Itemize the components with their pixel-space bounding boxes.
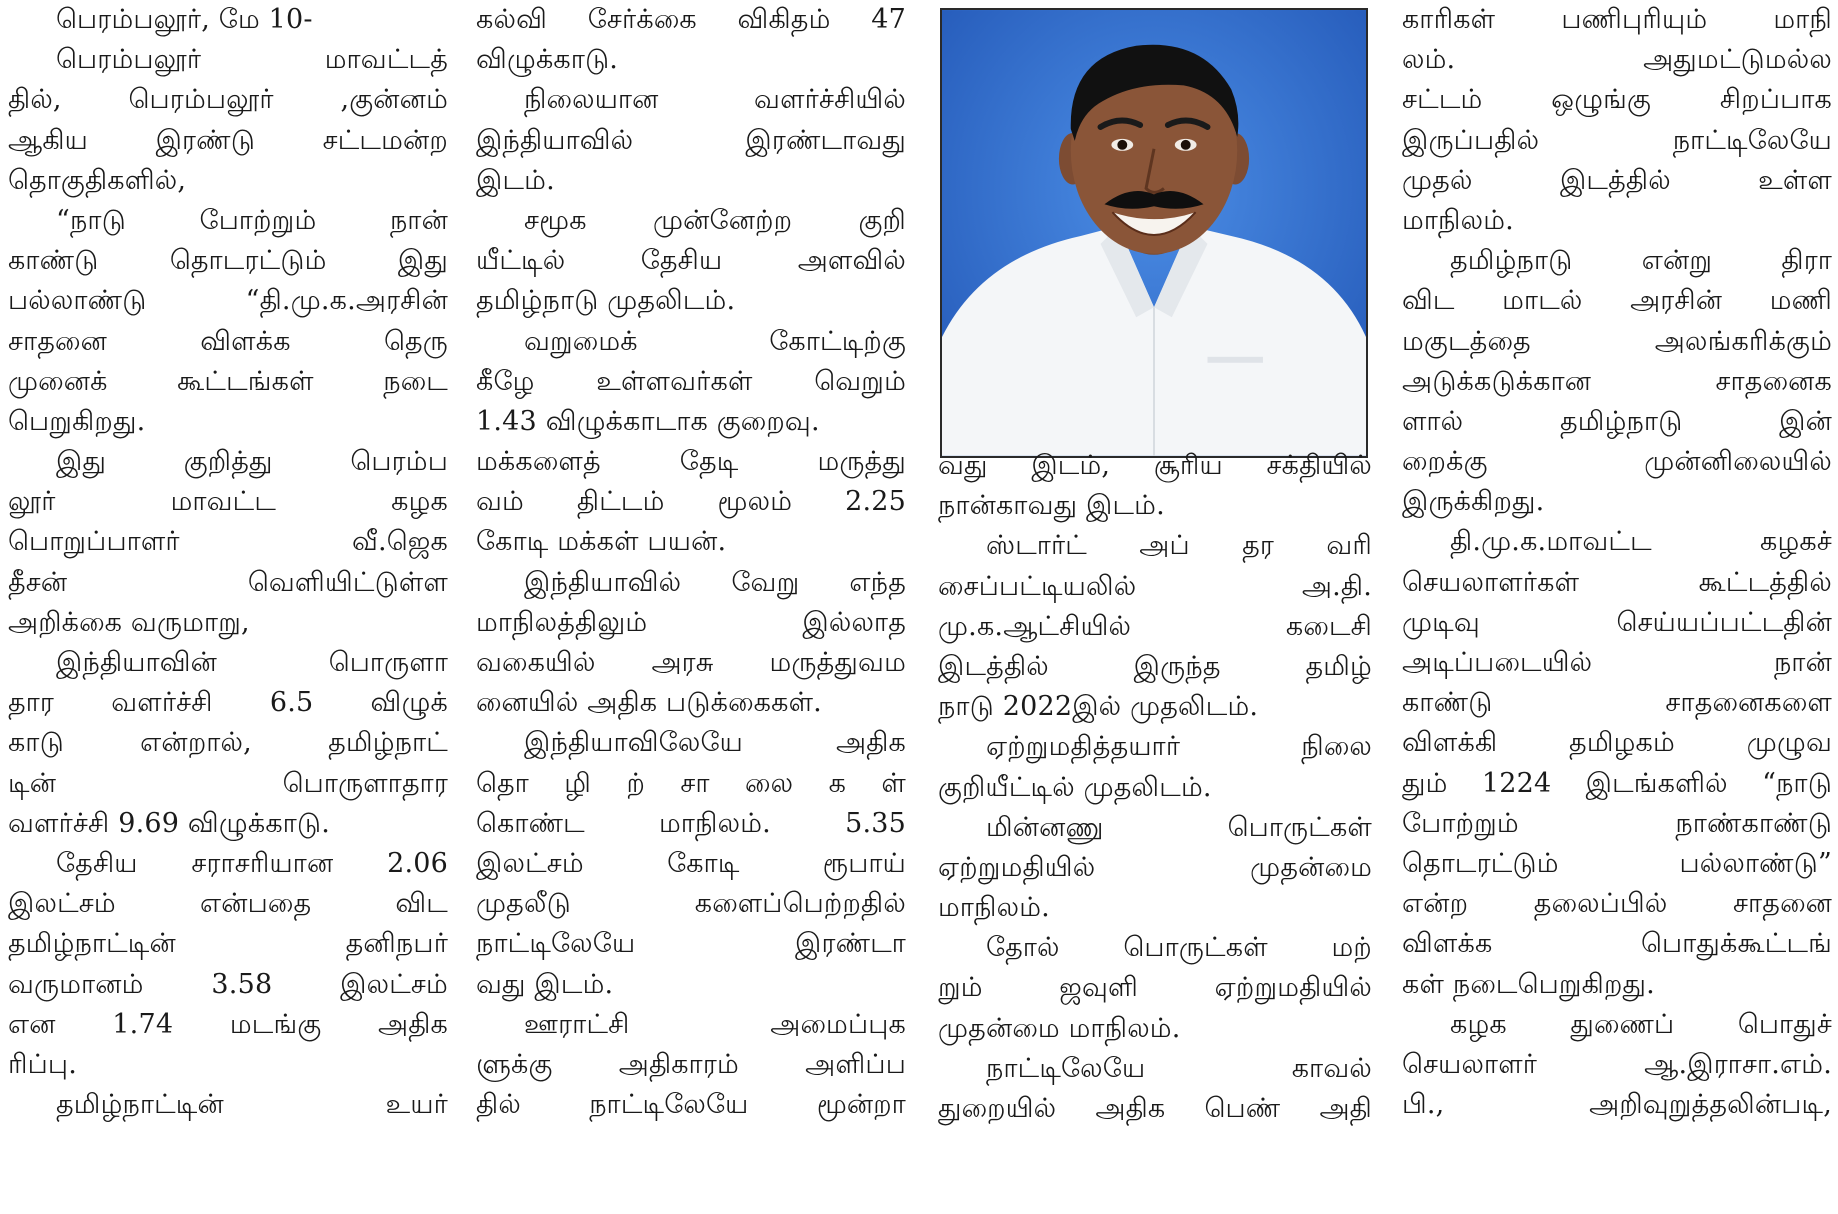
text-line: அடுக்கடுக்கான சாதனைக	[1402, 365, 1832, 397]
text-line: காண்டு சாதனைகளை	[1402, 687, 1832, 719]
text-line: தொகுதிகளில்,	[8, 164, 187, 196]
text-line: ஏற்றுமதித்தயார் நிலை	[986, 731, 1372, 763]
text-line: செயலாளர்கள் கூட்டத்தில்	[1402, 566, 1832, 598]
text-line: காடு என்றால், தமிழ்நாட்	[8, 727, 448, 759]
text-line: லம். அதுமட்டுமல்ல	[1402, 44, 1832, 76]
text-line: பி., அறிவுறுத்தலின்படி,	[1402, 1089, 1832, 1121]
text-line: தமிழ்நாடு என்று திரா	[1450, 245, 1832, 277]
text-line: லூர் மாவட்ட கழக	[8, 486, 448, 518]
text-line: யீட்டில் தேசிய அளவில்	[476, 245, 906, 277]
text-line: வருமானம் 3.58 இலட்சம்	[8, 968, 448, 1000]
text-line: முதல் இடத்தில் உள்ள	[1402, 164, 1832, 196]
text-line: 1.43 விழுக்காடாக குறைவு.	[476, 405, 820, 437]
text-line: தீசன் வெளியிட்டுள்ள	[8, 566, 448, 598]
text-line: பெரம்பலூர் மாவட்டத்	[56, 44, 448, 76]
text-line: மகுடத்தை அலங்கரிக்கும்	[1402, 325, 1832, 357]
text-line: தில் நாட்டிலேயே மூன்றா	[476, 1089, 906, 1121]
text-line: டின் பொருளாதார	[8, 767, 448, 799]
text-line: வம் திட்டம் மூலம் 2.25	[476, 486, 906, 518]
article-column-1	[8, 0, 448, 1125]
text-line: என்ற தலைப்பில் சாதனை	[1402, 888, 1832, 920]
text-line: தார வளர்ச்சி 6.5 விழுக்	[8, 687, 448, 719]
text-line: இந்தியாவில் வேறு எந்த	[524, 566, 906, 598]
text-line: சட்டம் ஒழுங்கு சிறப்பாக	[1402, 84, 1832, 116]
text-line: தோல் பொருட்கள் மற்	[986, 932, 1372, 964]
text-line: இடம்.	[476, 164, 555, 196]
text-line: நிலையான வளர்ச்சியில்	[524, 84, 906, 116]
text-line: இலட்சம் கோடி ரூபாய்	[476, 847, 906, 879]
text-line: இந்தியாவில் இரண்டாவது	[476, 124, 906, 156]
article-column-4	[1402, 0, 1832, 1125]
text-line: விளக்கி தமிழகம் முழுவ	[1402, 727, 1832, 759]
text-line: இடத்தில் இருந்த தமிழ்	[938, 650, 1372, 682]
text-line: ஊராட்சி அமைப்புக	[524, 1008, 906, 1040]
text-line: முதன்மை மாநிலம்.	[938, 1012, 1181, 1044]
text-line: இருக்கிறது.	[1402, 486, 1545, 518]
text-line: ளுக்கு அதிகாரம் அளிப்ப	[476, 1048, 906, 1080]
text-line: தொடரட்டும் பல்லாண்டு”	[1402, 847, 1832, 879]
text-line: ரிப்பு.	[8, 1048, 77, 1080]
text-line: ஸ்டார்ட் அப் தர வரி	[986, 530, 1372, 562]
text-line: துறையில் அதிக பெண் அதி	[938, 1093, 1372, 1124]
text-line: ஆகிய இரண்டு சட்டமன்ற	[8, 124, 448, 156]
text-line: றும் ஜவுளி ஏற்றுமதியில்	[938, 972, 1372, 1004]
text-line: பொறுப்பாளர் வீ.ஜெக	[8, 526, 448, 558]
text-line: வறுமைக் கோட்டிற்கு	[524, 325, 906, 357]
text-line: இலட்சம் என்பதை விட	[8, 888, 448, 920]
text-line: றைக்கு முன்னிலையில்	[1402, 446, 1832, 478]
text-line: மாநிலம்.	[938, 892, 1050, 924]
text-line: தேசிய சராசரியான 2.06	[56, 847, 448, 879]
text-line: நாடு 2022இல் முதலிடம்.	[938, 691, 1259, 723]
text-line: முனைக் கூட்டங்கள் நடை	[8, 365, 448, 397]
text-line: னையில் அதிக படுக்கைகள்.	[476, 687, 822, 719]
text-line: போற்றும் நாண்காண்டு	[1402, 807, 1832, 839]
text-line: பெறுகிறது.	[8, 405, 146, 437]
portrait-photo	[940, 8, 1368, 458]
text-line: தும் 1224 இடங்களில் “நாடு	[1402, 767, 1832, 799]
text-line: நாட்டிலேயே இரண்டா	[476, 928, 906, 960]
text-line: விளக்க பொதுக்கூட்டங்	[1402, 928, 1832, 960]
text-line: விழுக்காடு.	[476, 44, 619, 76]
text-line: கள் நடைபெறுகிறது.	[1402, 968, 1655, 1000]
text-line: முடிவு செய்யப்பட்டதின்	[1402, 606, 1832, 638]
text-line: கோடி மக்கள் பயன்.	[476, 526, 727, 558]
text-line: இந்தியாவின் பொருளா	[56, 647, 448, 678]
article-column-2	[476, 0, 906, 1125]
text-line: வளர்ச்சி 9.69 விழுக்காடு.	[8, 807, 330, 839]
text-line: தொ ழி ற் சா லை க ள்	[476, 767, 906, 799]
text-line: இது குறித்து பெரம்ப	[56, 446, 448, 478]
text-line: மாநிலத்திலும் இல்லாத	[476, 606, 906, 638]
text-line: முதலீடு களைப்பெற்றதில்	[476, 888, 906, 920]
text-line: இந்தியாவிலேயே அதிக	[524, 727, 906, 759]
text-line: வது இடம், சூரிய சக்தியில்	[938, 450, 1372, 481]
text-line: செயலாளர் ஆ.இராசா.எம்.	[1402, 1048, 1832, 1080]
text-line: நாட்டிலேயே காவல்	[986, 1052, 1372, 1084]
text-line: மாநிலம்.	[1402, 204, 1514, 236]
text-line: தமிழ்நாடு முதலிடம்.	[476, 285, 736, 317]
text-line: சைப்பட்டியலில் அ.தி.	[938, 570, 1372, 602]
text-line: ஏற்றுமதியில் முதன்மை	[938, 851, 1372, 883]
text-line: அறிக்கை வருமாறு,	[8, 606, 250, 638]
text-line: ளால் தமிழ்நாடு இன்	[1402, 405, 1832, 437]
text-line: நான்காவது இடம்.	[938, 490, 1165, 522]
text-line: சமூக முன்னேற்ற குறி	[524, 204, 906, 236]
text-line: மு.க.ஆட்சியில் கடைசி	[938, 610, 1372, 642]
text-line: பெரம்பலூர், மே 10-	[56, 4, 313, 35]
text-line: என 1.74 மடங்கு அதிக	[8, 1008, 448, 1040]
text-line: மக்களைத் தேடி மருத்து	[476, 446, 906, 478]
text-line: குறியீட்டில் முதலிடம்.	[938, 771, 1212, 803]
text-line: அடிப்படையில் நான்	[1402, 647, 1832, 678]
portrait-illustration	[942, 10, 1366, 456]
text-line: காரிகள் பணிபுரியும் மாநி	[1402, 4, 1832, 35]
text-line: விட மாடல் அரசின் மணி	[1402, 285, 1832, 317]
text-line: வகையில் அரசு மருத்துவம	[476, 647, 906, 678]
text-line: தி.மு.க.மாவட்ட கழகச்	[1450, 526, 1832, 558]
text-line: கழக துணைப் பொதுச்	[1450, 1008, 1832, 1040]
text-line: “நாடு போற்றும் நான்	[56, 204, 448, 236]
text-line: பல்லாண்டு “தி.மு.க.அரசின்	[8, 285, 448, 317]
text-line: மின்னணு பொருட்கள்	[986, 811, 1372, 843]
text-line: தில், பெரம்பலூர் ,குன்னம்	[8, 84, 448, 116]
text-line: காண்டு தொடரட்டும் இது	[8, 245, 448, 277]
text-line: கல்வி சேர்க்கை விகிதம் 47	[476, 4, 906, 35]
article-column-3	[938, 446, 1372, 1129]
text-line: இருப்பதில் நாட்டிலேயே	[1402, 124, 1832, 156]
text-line: தமிழ்நாட்டின் தனிநபர்	[8, 928, 448, 960]
text-line: தமிழ்நாட்டின் உயர்	[56, 1089, 448, 1121]
text-line: கீழே உள்ளவர்கள் வெறும்	[476, 365, 906, 397]
text-line: கொண்ட மாநிலம். 5.35	[476, 807, 906, 839]
text-line: சாதனை விளக்க தெரு	[8, 325, 448, 357]
text-line: வது இடம்.	[476, 968, 614, 1000]
